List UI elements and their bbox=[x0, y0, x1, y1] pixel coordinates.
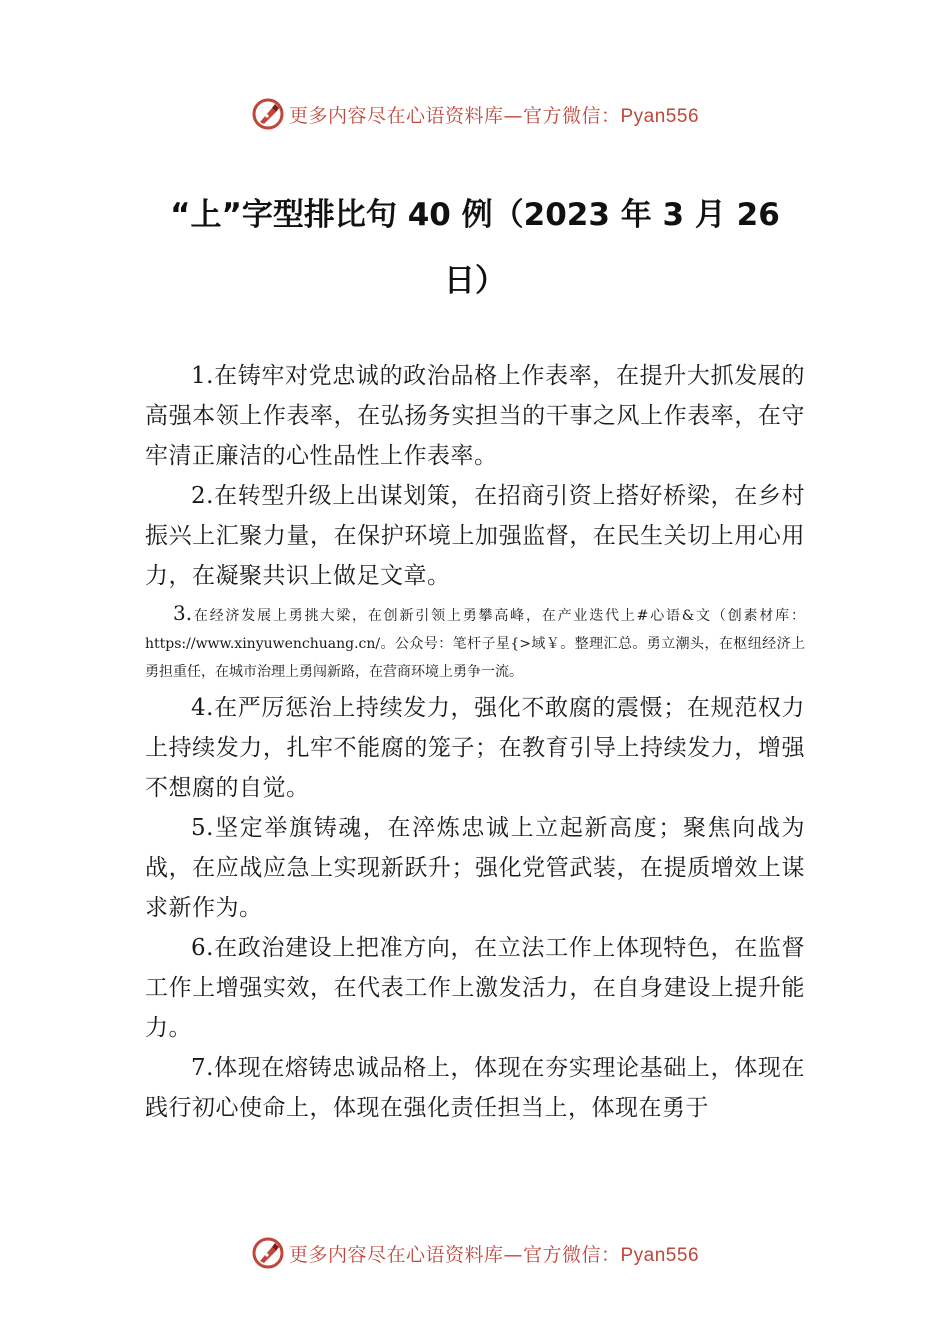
paragraph-7: 7.体现在熔铸忠诚品格上，体现在夯实理论基础上，体现在践行初心使命上，体现在强化责任担当上，体现在勇于 bbox=[145, 1055, 805, 1121]
document-body bbox=[145, 356, 805, 1128]
document-title: “上”字型排比句 40 例（2023 年 3 月 26 日） bbox=[170, 197, 780, 299]
paragraph-1: 1.在铸牢对党忠诚的政治品格上作表率，在提升大抓发展的高强本领上作表率，在弘扬务实担当的干事之风上作表率，在守牢清正廉洁的心性品性上作表率。 bbox=[145, 363, 805, 469]
paragraph-5: 5.坚定举旗铸魂，在淬炼忠诚上立起新高度；聚焦向战为战，在应战应急上实现新跃升；强化党管武装，在提质增效上谋求新作为。 bbox=[145, 815, 805, 921]
header-watermark bbox=[0, 94, 950, 134]
paragraph-3: 3.在经济发展上勇挑大梁，在创新引领上勇攀高峰，在产业迭代上#心语&文（创素材库：https://www.xinyuwenchuang.cn/。公众号：笔杆子星{>域￥。整理汇总。勇立潮头，在枢纽经济上勇担重任，在城市治理上勇闯新路，在营商环境上勇争一流。 bbox=[145, 601, 805, 680]
pen-nib-icon bbox=[251, 97, 285, 131]
paragraph-2: 2.在转型升级上出谋划策，在招商引资上搭好桥梁，在乡村振兴上汇聚力量，在保护环境上加强监督，在民生关切上用心用力，在凝聚共识上做足文章。 bbox=[145, 483, 805, 589]
pen-nib-icon bbox=[251, 1236, 285, 1270]
paragraph-6: 6.在政治建设上把准方向，在立法工作上体现特色，在监督工作上增强实效，在代表工作上激发活力，在自身建设上提升能力。 bbox=[145, 935, 805, 1041]
watermark-text: 更多内容尽在心语资料库—官方微信：Pyan556 bbox=[288, 104, 700, 127]
footer-watermark bbox=[0, 1233, 950, 1273]
watermark-text: 更多内容尽在心语资料库—官方微信：Pyan556 bbox=[288, 1243, 700, 1266]
paragraph-4: 4.在严厉惩治上持续发力，强化不敢腐的震慑；在规范权力上持续发力，扎牢不能腐的笼子；在教育引导上持续发力，增强不想腐的自觉。 bbox=[145, 695, 805, 801]
